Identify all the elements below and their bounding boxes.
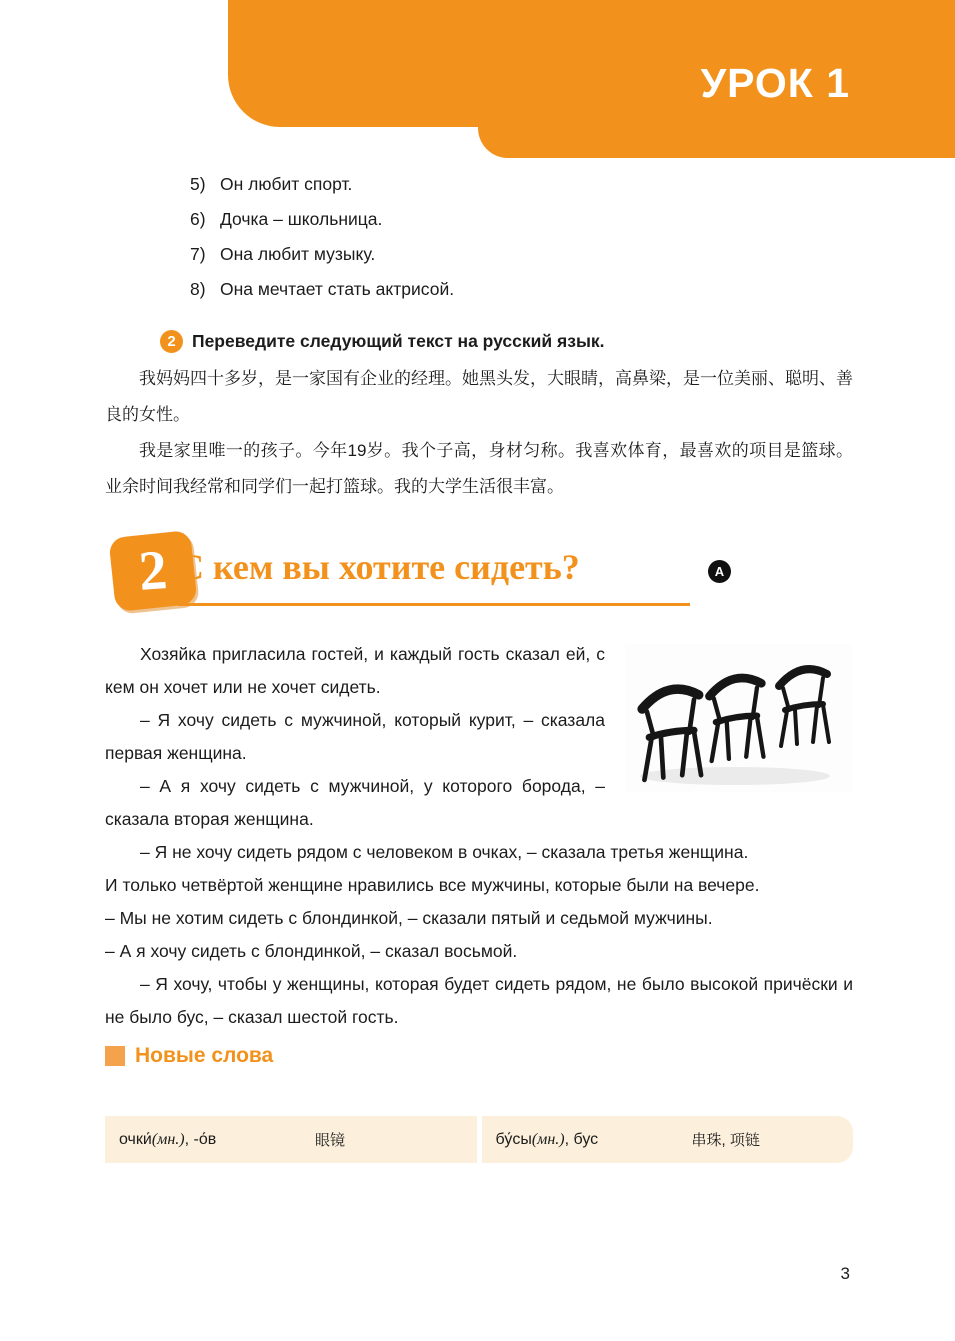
story-paragraph: – А я хочу сидеть с мужчиной, у которого борода, – сказала вторая женщина. bbox=[105, 776, 605, 829]
vocab-word-tail: , -о́в bbox=[184, 1130, 217, 1148]
audio-track-icon bbox=[708, 560, 731, 583]
list-item-number: 7) bbox=[190, 244, 206, 264]
vocab-translation: 串珠, 项链 bbox=[691, 1132, 760, 1149]
vocab-word-head: бу́сы bbox=[495, 1130, 532, 1148]
list-item-text: Она любит музыку. bbox=[220, 244, 376, 264]
list-item bbox=[190, 242, 454, 266]
vocab-heading bbox=[105, 1044, 273, 1068]
list-item-text: Он любит спорт. bbox=[220, 174, 353, 194]
page-number: 3 bbox=[840, 1264, 850, 1283]
list-item-number: 6) bbox=[190, 209, 206, 229]
section-underline bbox=[178, 603, 690, 606]
vocab-table bbox=[105, 1116, 853, 1163]
exercise-instruction: Переведите следующий текст на русский язык. bbox=[192, 331, 605, 351]
story-paragraph: – Я не хочу сидеть рядом с человеком в очках, – сказала третья женщина. bbox=[140, 842, 749, 862]
audio-track-letter: A bbox=[714, 564, 725, 579]
chinese-paragraph: 我妈妈四十多岁，是一家国有企业的经理。她黑头发，大眼睛，高鼻梁，是一位美丽、聪明、善良的女性。 bbox=[105, 369, 853, 424]
orange-square-bullet-icon bbox=[105, 1046, 125, 1066]
lesson-title: УРОК 1 bbox=[700, 60, 850, 106]
story-paragraph: Хозяйка пригласила гостей, и каждый гость сказал ей, с кем он хочет или не хочет сидеть. bbox=[105, 644, 605, 697]
list-item-number: 8) bbox=[190, 279, 206, 299]
chairs-photo bbox=[625, 644, 853, 792]
list-item-text: Дочка – школьница. bbox=[220, 209, 383, 229]
vocab-word-head: очки́ bbox=[119, 1130, 152, 1148]
story-paragraph: И только четвёртой женщине нравились все мужчины, которые были на вечере. bbox=[105, 875, 760, 895]
vocab-word bbox=[496, 1131, 692, 1149]
story-paragraph: – Я хочу, чтобы у женщины, которая будет сидеть рядом, не было высокой причёски и не было бус, – сказал шестой гость. bbox=[105, 974, 853, 1027]
exercise-2 bbox=[105, 330, 853, 505]
vocab-word-gram: (мн.) bbox=[151, 1130, 185, 1148]
story-paragraph: – Мы не хотим сидеть с блондинкой, – сказали пятый и седьмой мужчины. bbox=[105, 908, 713, 928]
list-item bbox=[190, 207, 454, 231]
lesson-header-tab bbox=[478, 127, 955, 158]
section-number: 2 bbox=[136, 539, 170, 603]
list-item bbox=[190, 277, 454, 301]
vocab-word-gram: (мн.) bbox=[531, 1130, 565, 1148]
story-paragraph: – Я хочу сидеть с мужчиной, который курит, – сказала первая женщина. bbox=[105, 710, 605, 763]
vocab-entry bbox=[482, 1116, 854, 1163]
list-item-text: Она мечтает стать актрисой. bbox=[220, 279, 455, 299]
exercise-header bbox=[160, 330, 853, 353]
story-paragraph: – А я хочу сидеть с блондинкой, – сказал восьмой. bbox=[105, 941, 518, 961]
chinese-paragraph: 我是家里唯一的孩子。今年19岁。我个子高，身材匀称。我喜欢体育，最喜欢的项目是篮球。业余时间我经常和同学们一起打篮球。我的大学生活很丰富。 bbox=[105, 441, 853, 496]
chairs-illustration bbox=[625, 644, 853, 792]
exercise-number-badge: 2 bbox=[160, 330, 183, 353]
list-item bbox=[190, 172, 454, 196]
vocab-word-tail: , бус bbox=[564, 1130, 599, 1148]
section-banner bbox=[0, 528, 955, 633]
vocab-translation: 眼镜 bbox=[315, 1132, 346, 1149]
section-title: С кем вы хотите сидеть? bbox=[178, 547, 580, 587]
sentence-list bbox=[190, 172, 454, 312]
story-text bbox=[105, 638, 853, 1034]
vocab-word bbox=[119, 1131, 315, 1149]
list-item-number: 5) bbox=[190, 174, 206, 194]
vocab-entry bbox=[105, 1116, 477, 1163]
vocab-heading-text: Новые слова bbox=[135, 1044, 274, 1067]
